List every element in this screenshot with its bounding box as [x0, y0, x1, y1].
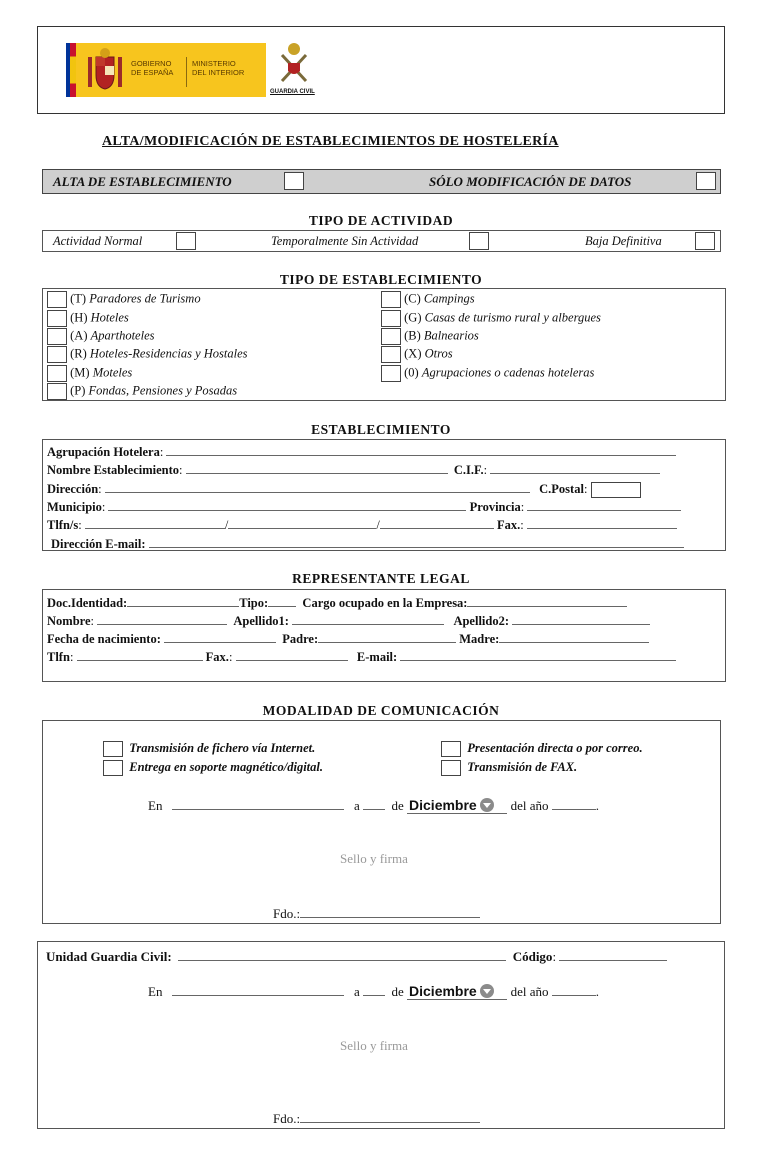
fax-field[interactable]	[527, 516, 677, 529]
provincia-field[interactable]	[527, 498, 681, 511]
baja-checkbox[interactable]	[695, 232, 715, 250]
direccion-field[interactable]	[105, 480, 530, 493]
gc-lugar-field[interactable]	[172, 983, 344, 996]
tipo-checkbox[interactable]	[381, 328, 401, 345]
tipo-checkbox[interactable]	[47, 310, 67, 327]
madre-field[interactable]	[499, 630, 649, 643]
magnetico-checkbox[interactable]	[103, 760, 123, 776]
internet-checkbox[interactable]	[103, 741, 123, 757]
madre-label: Madre:	[459, 632, 500, 646]
guardia-box: Unidad Guardia Civil: Código: En a de Diciembre del año . Sello y firma Fdo.:	[37, 941, 725, 1129]
type-bar	[42, 169, 721, 194]
tipo-establecimiento-box	[42, 288, 726, 401]
del-anio-label: del año	[510, 798, 549, 813]
tipo-option: (G) Casas de turismo rural y albergues	[381, 310, 601, 327]
fax-option-label: Transmisión de FAX.	[467, 760, 578, 774]
temporal-checkbox[interactable]	[469, 232, 489, 250]
tipo-label: Tipo:	[239, 596, 269, 610]
modificacion-label: SÓLO MODIFICACIÓN DE DATOS	[429, 174, 632, 189]
tipo-option: (B) Balnearios	[381, 328, 479, 345]
alta-label: ALTA DE ESTABLECIMIENTO	[53, 174, 232, 189]
gc-del-anio-label: del año	[510, 984, 549, 999]
fdo-field[interactable]	[300, 905, 480, 918]
comunicacion-heading: MODALIDAD DE COMUNICACIÓN	[262, 703, 500, 718]
internet-label: Transmisión de fichero vía Internet.	[129, 741, 316, 755]
cif-field[interactable]	[490, 461, 660, 474]
tipo-option: (X) Otros	[381, 346, 453, 363]
eu-stripe	[66, 43, 70, 97]
month-select[interactable]: Diciembre	[407, 797, 507, 814]
establecimiento-box: Agrupación Hotelera: Nombre Establecimiento: C.I.F.: Dirección: C.Postal: Municipio: Provincia: Tlfn/s: / / Fax.: Dirección E-mail:	[42, 439, 726, 551]
alta-checkbox[interactable]	[284, 172, 304, 190]
presentacion-checkbox[interactable]	[441, 741, 461, 757]
modificacion-checkbox[interactable]	[696, 172, 716, 190]
gobierno-logo-panel	[76, 43, 266, 97]
direccion-label: Dirección	[47, 482, 99, 496]
unidad-label: Unidad Guardia Civil:	[46, 949, 172, 964]
tipo-option: (H) Hoteles	[47, 310, 129, 327]
agrupacion-label: Agrupación Hotelera	[47, 445, 160, 459]
gc-en-label: En	[148, 984, 163, 999]
tipo-checkbox[interactable]	[47, 328, 67, 345]
doc-identidad-label: Doc.Identidad:	[47, 596, 128, 610]
padre-field[interactable]	[318, 630, 456, 643]
tlfn-field-1[interactable]	[85, 516, 225, 529]
unidad-field[interactable]	[178, 948, 506, 961]
tipo-checkbox[interactable]	[47, 365, 67, 382]
tlfn-label: Tlfn/s	[47, 518, 79, 532]
email-field[interactable]	[149, 535, 684, 548]
gc-month-select[interactable]: Diciembre	[407, 983, 507, 1000]
chevron-down-icon	[480, 984, 494, 998]
tipo-option: (C) Campings	[381, 291, 475, 308]
apellido2-field[interactable]	[512, 612, 650, 625]
fax-label: Fax.	[496, 518, 521, 532]
espana-text: DE ESPAÑA	[131, 68, 174, 77]
rep-email-label: E-mail:	[356, 650, 398, 664]
gc-dia-field[interactable]	[363, 983, 385, 996]
tipo-option: (R) Hoteles-Residencias y Hostales	[47, 346, 248, 363]
chevron-down-icon	[480, 798, 494, 812]
temporal-label: Temporalmente Sin Actividad	[271, 234, 419, 248]
actividad-box	[42, 230, 721, 252]
gc-anio-field[interactable]	[552, 983, 596, 996]
tipo-checkbox[interactable]	[381, 310, 401, 327]
fecha-nacimiento-field[interactable]	[164, 630, 276, 643]
apellido1-field[interactable]	[292, 612, 444, 625]
cif-label: C.I.F.	[453, 463, 484, 477]
fdo-label: Fdo.:	[273, 906, 301, 921]
representante-heading: REPRESENTANTE LEGAL	[292, 571, 470, 586]
gc-fdo-label: Fdo.:	[273, 1111, 301, 1126]
tlfn-field-2[interactable]	[228, 516, 376, 529]
ministerio-text: MINISTERIO	[192, 59, 236, 68]
email-label: Dirección E-mail:	[51, 537, 146, 551]
cargo-field[interactable]	[467, 594, 627, 607]
tipo-option: (P) Fondas, Pensiones y Posadas	[47, 383, 237, 400]
rep-fax-label: Fax.	[205, 650, 229, 664]
tipo-establecimiento-heading: TIPO DE ESTABLECIMIENTO	[279, 272, 483, 287]
magnetico-label: Entrega en soporte magnético/digital.	[129, 760, 324, 774]
a-label: a	[353, 798, 360, 813]
gc-a-label: a	[353, 984, 360, 999]
fecha-nacimiento-label: Fecha de nacimiento:	[47, 632, 161, 646]
gc-fdo-field[interactable]	[300, 1110, 480, 1123]
codigo-field[interactable]	[559, 948, 667, 961]
tipo-checkbox[interactable]	[381, 291, 401, 308]
baja-label: Baja Definitiva	[585, 234, 662, 248]
comunicacion-box: Transmisión de fichero vía Internet. Entrega en soporte magnético/digital. Presentación directa o por correo. Transmisión de FAX. En a de Diciembre del año . Sello y firma Fdo.:	[42, 720, 721, 924]
agrupacion-field[interactable]	[166, 443, 676, 456]
apellido2-label: Apellido2:	[453, 614, 509, 628]
rep-tlfn-label: Tlfn	[47, 650, 70, 664]
actividad-heading: TIPO DE ACTIVIDAD	[308, 213, 454, 228]
en-label: En	[148, 798, 163, 813]
apellido1-label: Apellido1:	[233, 614, 289, 628]
cargo-label: Cargo ocupado en la Empresa:	[302, 596, 468, 610]
tipo-checkbox[interactable]	[47, 383, 67, 400]
rep-tlfn-field[interactable]	[77, 648, 203, 661]
tipo-option: (A) Aparthoteles	[47, 328, 155, 345]
nombre-establecimiento-label: Nombre Establecimiento	[47, 463, 180, 477]
tipo-field[interactable]	[268, 594, 296, 607]
cpostal-label: C.Postal	[539, 482, 584, 496]
tipo-option: (0) Agrupaciones o cadenas hoteleras	[381, 365, 594, 382]
gc-sello-firma-label: Sello y firma	[340, 1038, 408, 1053]
fax-checkbox[interactable]	[441, 760, 461, 776]
presentacion-label: Presentación directa o por correo.	[467, 741, 643, 755]
nombre-label: Nombre	[47, 614, 91, 628]
coat-of-arms-icon	[84, 47, 126, 93]
gc-de-label: de	[391, 984, 404, 999]
guardia-civil-emblem-icon	[274, 41, 314, 91]
guardia-civil-text: GUARDIA CIVIL	[270, 89, 315, 95]
rep-fax-field[interactable]	[236, 648, 348, 661]
municipio-field[interactable]	[108, 498, 466, 511]
tipo-checkbox[interactable]	[47, 291, 67, 308]
de-label: de	[391, 798, 404, 813]
doc-identidad-field[interactable]	[127, 594, 239, 607]
actividad-normal-checkbox[interactable]	[176, 232, 196, 250]
tipo-option: (T) Paradores de Turismo	[47, 291, 201, 308]
rep-email-field[interactable]	[400, 648, 676, 661]
gobierno-text: GOBIERNO	[131, 59, 172, 68]
nombre-establecimiento-field[interactable]	[186, 461, 448, 474]
page-title: ALTA/MODIFICACIÓN DE ESTABLECIMIENTOS DE HOSTELERÍA	[102, 134, 559, 149]
dia-field[interactable]	[363, 797, 385, 810]
municipio-label: Municipio	[47, 500, 102, 514]
tlfn-field-3[interactable]	[380, 516, 494, 529]
sello-firma-label: Sello y firma	[340, 851, 408, 866]
provincia-label: Provincia	[469, 500, 521, 514]
tipo-checkbox[interactable]	[381, 346, 401, 363]
tipo-option: (M) Moteles	[47, 365, 132, 382]
nombre-field[interactable]	[97, 612, 227, 625]
cpostal-field[interactable]	[591, 482, 641, 498]
tipo-checkbox[interactable]	[47, 346, 67, 363]
anio-field[interactable]	[552, 797, 596, 810]
actividad-normal-label: Actividad Normal	[53, 234, 143, 248]
padre-label: Padre:	[282, 632, 319, 646]
tipo-checkbox[interactable]	[381, 365, 401, 382]
establecimiento-heading: ESTABLECIMIENTO	[311, 422, 451, 437]
lugar-field[interactable]	[172, 797, 344, 810]
interior-text: DEL INTERIOR	[192, 68, 245, 77]
header-logo-box	[37, 26, 725, 114]
codigo-label: Código	[512, 949, 553, 964]
representante-box: Doc.Identidad: Tipo: Cargo ocupado en la Empresa: Nombre: Apellido1: Apellido2: Fecha de nacimiento: Padre: Madre: Tlfn: Fax.: E-mail:	[42, 589, 726, 682]
